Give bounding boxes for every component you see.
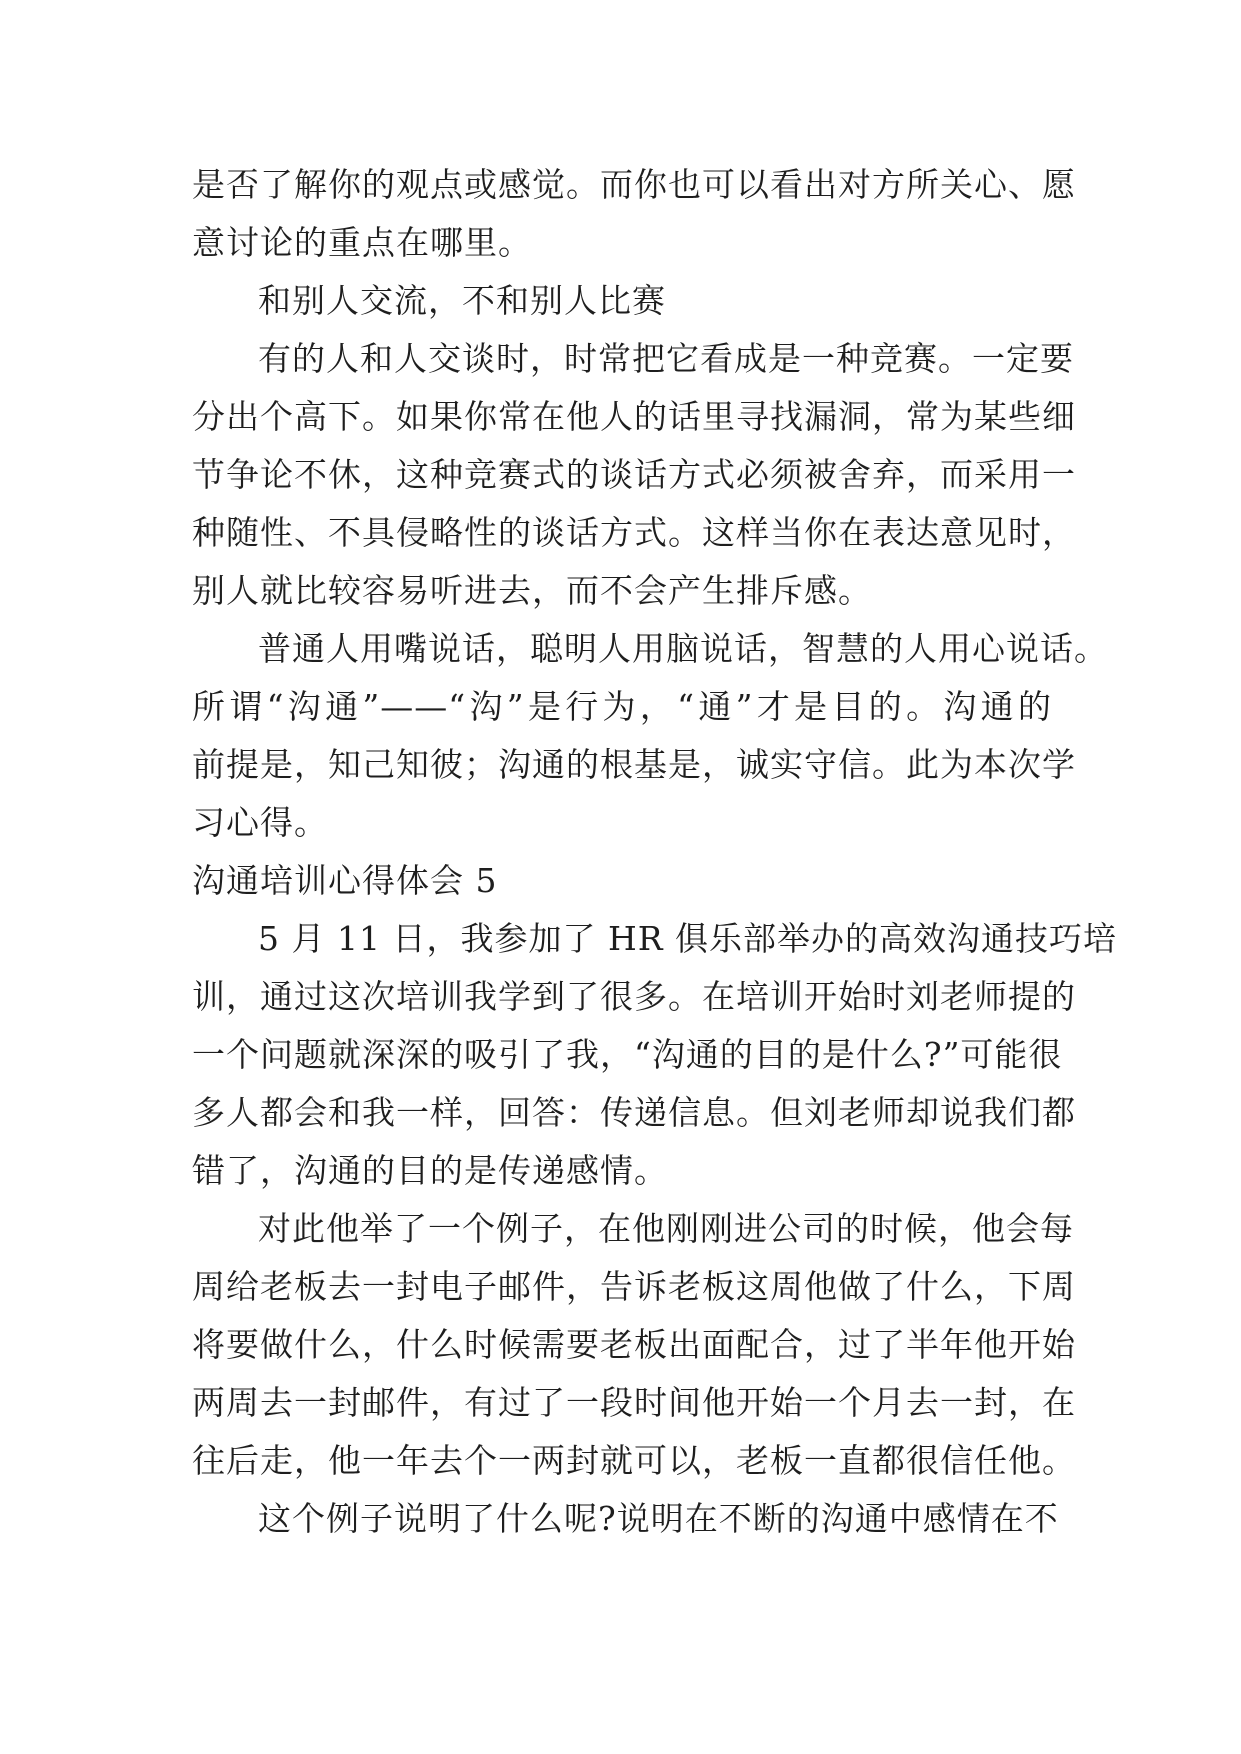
text-line: 有的人和人交谈时，时常把它看成是一种竞赛。一定要	[258, 339, 1074, 378]
text-line: 这个例子说明了什么呢?说明在不断的沟通中感情在不	[258, 1499, 1059, 1538]
text-line: 多人都会和我一样，回答：传递信息。但刘老师却说我们都	[192, 1093, 1076, 1132]
text-line: 别人就比较容易听进去，而不会产生排斥感。	[192, 571, 872, 610]
text-line: 意讨论的重点在哪里。	[192, 223, 532, 262]
text-line: 错了，沟通的目的是传递感情。	[192, 1151, 668, 1190]
text-line: 节争论不休，这种竞赛式的谈话方式必须被舍弃，而采用一	[192, 455, 1076, 494]
text-line: 训，通过这次培训我学到了很多。在培训开始时刘老师提的	[192, 977, 1076, 1016]
section-title: 沟通培训心得体会 5	[192, 861, 498, 900]
text-line: 一个问题就深深的吸引了我，“沟通的目的是什么?”可能很	[192, 1035, 1063, 1074]
text-line: 对此他举了一个例子，在他刚刚进公司的时候，他会每	[258, 1209, 1074, 1248]
text-line: 普通人用嘴说话，聪明人用脑说话，智慧的人用心说话。	[258, 629, 1108, 668]
text-line: 往后走，他一年去个一两封就可以，老板一直都很信任他。	[192, 1441, 1076, 1480]
subheading: 和别人交流，不和别人比赛	[258, 281, 666, 320]
text-line: 分出个高下。如果你常在他人的话里寻找漏洞，常为某些细	[192, 397, 1076, 436]
document-body	[192, 156, 1118, 1548]
text-line: 习心得。	[192, 803, 328, 842]
text-line: 所谓“沟通”——“沟”是行为，“通”才是目的。沟通的	[192, 687, 1052, 726]
text-line: 种随性、不具侵略性的谈话方式。这样当你在表达意见时，	[192, 513, 1076, 552]
text-line: 是否了解你的观点或感觉。而你也可以看出对方所关心、愿	[192, 165, 1076, 204]
text-line: 5 月 11 日，我参加了 HR 俱乐部举办的高效沟通技巧培	[258, 919, 1118, 958]
text-line: 将要做什么，什么时候需要老板出面配合，过了半年他开始	[192, 1325, 1076, 1364]
text-line: 两周去一封邮件，有过了一段时间他开始一个月去一封，在	[192, 1383, 1076, 1422]
text-line: 周给老板去一封电子邮件，告诉老板这周他做了什么，下周	[192, 1267, 1076, 1306]
text-line: 前提是，知己知彼；沟通的根基是，诚实守信。此为本次学	[192, 745, 1076, 784]
